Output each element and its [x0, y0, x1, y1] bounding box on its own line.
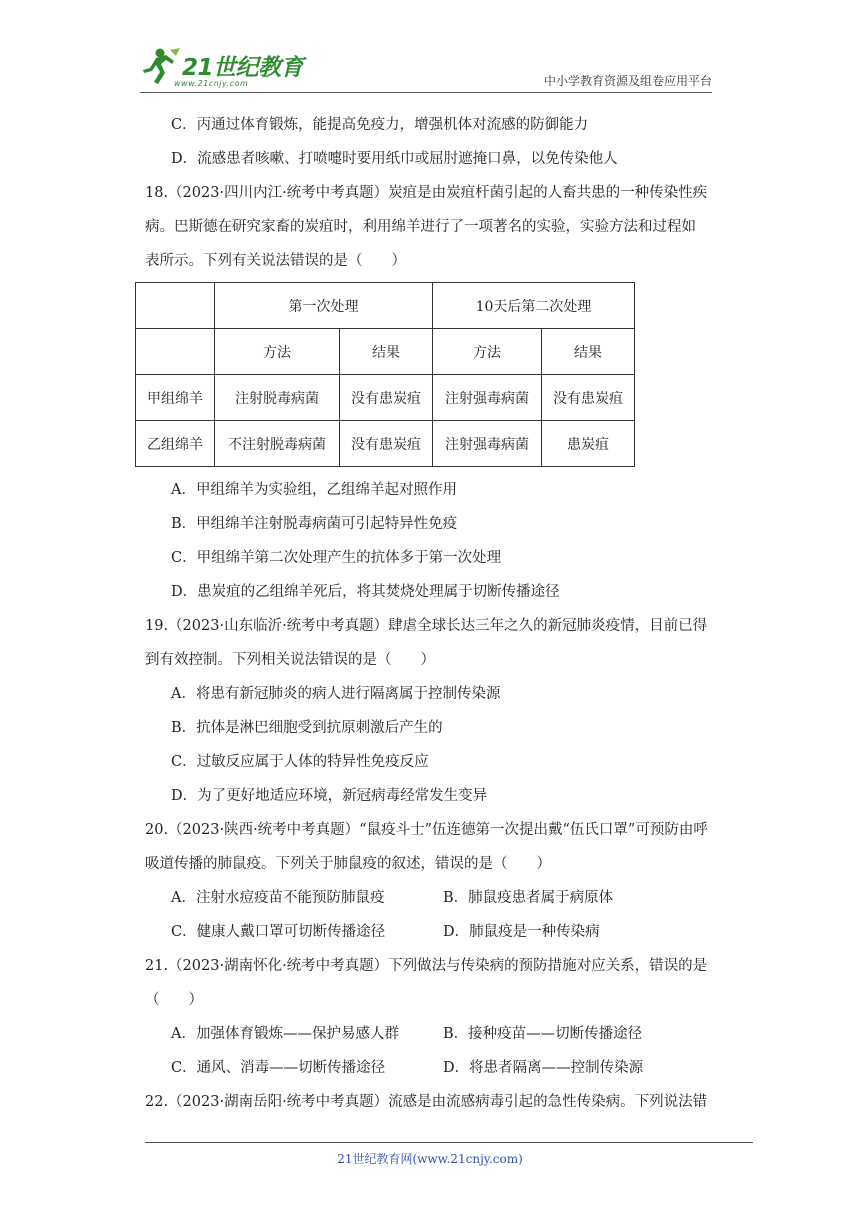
- logo-text: 21世纪教育: [182, 55, 304, 81]
- table-cell: 乙组绵羊: [136, 421, 215, 467]
- q19-option-a: A．将患有新冠肺炎的病人进行隔离属于控制传染源: [171, 686, 501, 702]
- q21-option-a: A．加强体育锻炼——保护易感人群: [171, 1026, 399, 1042]
- q17-option-c: C．丙通过体育锻炼，能提高免疫力，增强机体对流感的防御能力: [171, 117, 589, 133]
- table-header-first-treatment: 第一次处理: [215, 283, 433, 329]
- q21-stem-line-1: 21.（2023·湖南怀化·统考中考真题）下列做法与传染病的预防措施对应关系，错误的是: [145, 958, 708, 974]
- table-subheader-result-2: 结果: [542, 329, 635, 375]
- q19-stem-line-2: 到有效控制。下列相关说法错误的是（ ）: [145, 652, 435, 668]
- site-logo[interactable]: [140, 46, 320, 90]
- table-cell: 注射强毒病菌: [433, 375, 542, 421]
- table-header-row: [136, 283, 635, 329]
- table-row: [136, 421, 635, 467]
- q20-stem-line-2: 吸道传播的肺鼠疫。下列关于肺鼠疫的叙述，错误的是（ ）: [145, 856, 551, 872]
- q21-options-row-2: [145, 1051, 725, 1085]
- q21-option-b: B．接种疫苗——切断传播途径: [443, 1026, 643, 1042]
- table-subheader-method-2: 方法: [433, 329, 542, 375]
- q18-option-d: D．患炭疽的乙组绵羊死后，将其焚烧处理属于切断传播途径: [171, 584, 560, 600]
- q19-option-b: B．抗体是淋巴细胞受到抗原刺激后产生的: [171, 720, 443, 736]
- q19-option-c: C．过敏反应属于人体的特异性免疫反应: [171, 754, 429, 770]
- q18-experiment-table: [135, 282, 635, 467]
- q20-option-b: B．肺鼠疫患者属于病原体: [443, 890, 614, 906]
- table-empty-cell: [136, 329, 215, 375]
- q20-stem-line-1: 20.（2023·陕西·统考中考真题）“鼠疫斗士”伍连德第一次提出戴“伍氏口罩”可预防由呼: [145, 822, 708, 838]
- q21-option-d: D．将患者隔离——控制传染源: [443, 1060, 644, 1076]
- q18-option-b: B．甲组绵羊注射脱毒病菌可引起特异性免疫: [171, 516, 458, 532]
- q20-option-a: A．注射水痘疫苗不能预防肺鼠疫: [171, 890, 385, 906]
- q21-options-row-1: [145, 1017, 725, 1051]
- logo-url: www.21cnjy.com: [174, 79, 249, 88]
- q18-stem-line-3: 表所示。下列有关说法错误的是（ ）: [145, 253, 406, 269]
- q17-option-d: D．流感患者咳嗽、打喷嚏时要用纸巾或屈肘遮掩口鼻，以免传染他人: [171, 151, 618, 167]
- q18-stem-line-1: 18.（2023·四川内江·统考中考真题）炭疽是由炭疽杆菌引起的人畜共患的一种传染性疾: [145, 185, 708, 201]
- footer-site-link[interactable]: 21世纪教育网(www.21cnjy.com): [337, 1152, 523, 1166]
- table-header-second-treatment: 10天后第二次处理: [433, 283, 635, 329]
- table-subheader-method-1: 方法: [215, 329, 340, 375]
- q20-options-row-1: [145, 881, 725, 915]
- q20-option-d: D．肺鼠疫是一种传染病: [443, 924, 600, 940]
- q18-option-a: A．甲组绵羊为实验组，乙组绵羊起对照作用: [171, 482, 457, 498]
- q18-stem-line-2: 病。巴斯德在研究家畜的炭疽时，利用绵羊进行了一项著名的实验，实验方法和过程如: [145, 219, 696, 235]
- table-cell: 注射脱毒病菌: [215, 375, 340, 421]
- q22-stem-line-1: 22.（2023·湖南岳阳·统考中考真题）流感是由流感病毒引起的急性传染病。下列说法错: [145, 1094, 708, 1110]
- header-divider: [140, 92, 712, 93]
- question-content: [145, 108, 725, 1119]
- table-row: [136, 375, 635, 421]
- page-header: [140, 44, 712, 94]
- table-cell: 没有患炭疽: [542, 375, 635, 421]
- q18-option-c: C．甲组绵羊第二次处理产生的抗体多于第一次处理: [171, 550, 502, 566]
- table-cell: 没有患炭疽: [340, 375, 433, 421]
- table-subheader-result-1: 结果: [340, 329, 433, 375]
- q20-options-row-2: [145, 915, 725, 949]
- q19-stem-line-1: 19.（2023·山东临沂·统考中考真题）肆虐全球长达三年之久的新冠肺炎疫情，目前已得: [145, 618, 708, 634]
- q19-option-d: D．为了更好地适应环境，新冠病毒经常发生变异: [171, 788, 488, 804]
- table-cell: 没有患炭疽: [340, 421, 433, 467]
- table-cell: 注射强毒病菌: [433, 421, 542, 467]
- q21-stem-line-2: （ ）: [145, 992, 203, 1008]
- q21-option-c: C．通风、消毒——切断传播途径: [171, 1060, 386, 1076]
- header-platform-name: 中小学教育资源及组卷应用平台: [543, 74, 712, 88]
- table-cell: 甲组绵羊: [136, 375, 215, 421]
- footer-divider: [145, 1142, 753, 1143]
- table-cell: 不注射脱毒病菌: [215, 421, 340, 467]
- table-cell: 患炭疽: [542, 421, 635, 467]
- table-corner-cell: [136, 283, 215, 329]
- q20-option-c: C．健康人戴口罩可切断传播途径: [171, 924, 386, 940]
- table-subheader-row: [136, 329, 635, 375]
